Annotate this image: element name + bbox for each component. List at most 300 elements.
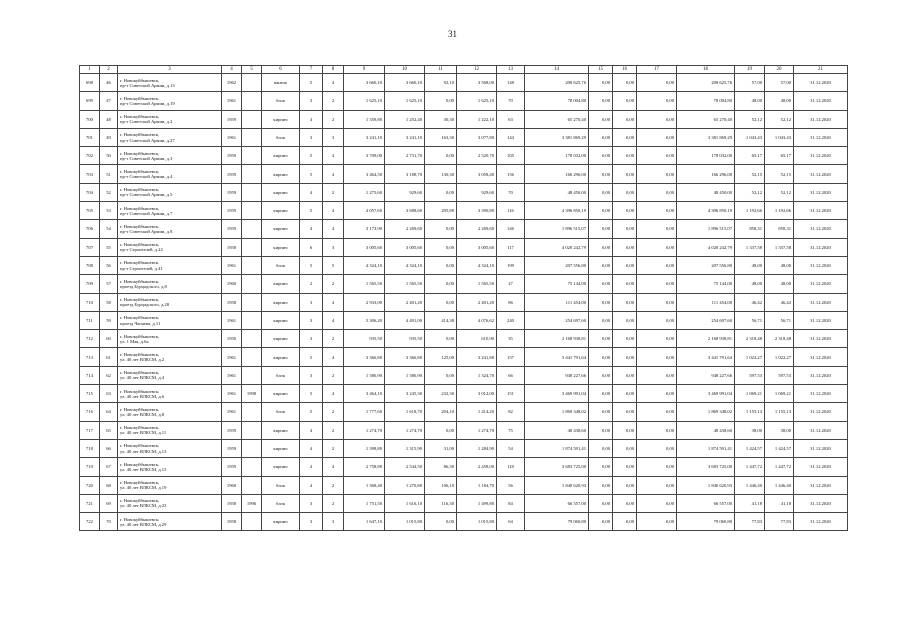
cell-c17: 0,00 <box>637 92 677 110</box>
cell-c14: 111 454,00 <box>525 293 589 311</box>
cell-c16: 0,00 <box>613 147 637 165</box>
cell-c11: 0,00 <box>425 220 457 238</box>
cell-c12: 3 005,60 <box>457 238 497 256</box>
cell-c12: 1 274,70 <box>457 421 497 439</box>
cell-c17: 0,00 <box>637 366 677 384</box>
cell-c21: 31.12.2020 <box>794 476 848 494</box>
cell-c21: 31.12.2020 <box>794 165 848 183</box>
cell-c10: 4 324,10 <box>385 256 425 274</box>
cell-c15: 0,00 <box>589 476 613 494</box>
cell-c5 <box>242 128 262 146</box>
cell-c13: 84 <box>497 494 525 512</box>
cell-c21: 31.12.2020 <box>794 330 848 348</box>
cell-c2: 51 <box>100 165 118 183</box>
column-number-header: 7 <box>300 66 323 74</box>
cell-c7: 5 <box>300 165 323 183</box>
cell-c21: 31.12.2020 <box>794 74 848 92</box>
table-row <box>80 366 848 384</box>
cell-c20: 858,31 <box>765 220 794 238</box>
cell-c19: 1 447,72 <box>735 458 765 476</box>
cell-c13: 105 <box>497 147 525 165</box>
cell-c21: 31.12.2020 <box>794 238 848 256</box>
cell-c11: 295,80 <box>425 202 457 220</box>
cell-c13: 70 <box>497 183 525 201</box>
cell-c15: 0,00 <box>589 311 613 329</box>
cell-c5 <box>242 293 262 311</box>
cell-c14: 3 469 991,04 <box>525 385 589 403</box>
cell-c18: 166 296,00 <box>677 165 735 183</box>
cell-c19: 1 022,27 <box>735 348 765 366</box>
cell-c4: 1958 <box>222 513 242 531</box>
cell-c10: 1 625,10 <box>385 92 425 110</box>
cell-c9: 3 660,10 <box>344 74 385 92</box>
cell-c10: 2 401,20 <box>385 293 425 311</box>
cell-c10: 1 015,80 <box>385 513 425 531</box>
cell-c18: 4 396 850,19 <box>677 202 735 220</box>
cell-c12: 1 565,50 <box>457 275 497 293</box>
cell-c11: 31,00 <box>425 439 457 457</box>
address-line: г. Новокуйбышевск, <box>120 443 160 449</box>
cell-c1: 717 <box>80 421 100 439</box>
cell-c18: 1 840 620,93 <box>677 476 735 494</box>
cell-c13: 54 <box>497 439 525 457</box>
table-row <box>80 110 848 128</box>
cell-c17: 0,00 <box>637 330 677 348</box>
cell-c12: 2 269,60 <box>457 220 497 238</box>
cell-c4: 1959 <box>222 202 242 220</box>
cell-c2: 56 <box>100 256 118 274</box>
address-cell <box>118 348 222 366</box>
cell-c14: 4 396 850,19 <box>525 202 589 220</box>
address-cell <box>118 513 222 531</box>
cell-c13: 70 <box>497 92 525 110</box>
cell-c5 <box>242 330 262 348</box>
cell-c15: 0,00 <box>589 183 613 201</box>
cell-c5 <box>242 147 262 165</box>
cell-c17: 0,00 <box>637 513 677 531</box>
cell-c18: 1 869 348,02 <box>677 403 735 421</box>
cell-c4: 1959 <box>222 220 242 238</box>
address-line: г. Новокуйбышевск, <box>120 406 160 412</box>
cell-c21: 31.12.2020 <box>794 128 848 146</box>
cell-c12: 1 625,10 <box>457 92 497 110</box>
cell-c8: 3 <box>323 238 344 256</box>
cell-c16: 0,00 <box>613 92 637 110</box>
cell-c15: 0,00 <box>589 220 613 238</box>
cell-c4: 1959 <box>222 147 242 165</box>
cell-c20: 38,00 <box>765 421 794 439</box>
column-number-header: 14 <box>525 66 589 74</box>
address-line: г. Новокуйбышевск, <box>120 278 160 284</box>
cell-c16: 0,00 <box>613 348 637 366</box>
cell-c19: 48,00 <box>735 275 765 293</box>
table-row <box>80 238 848 256</box>
table-row <box>80 385 848 403</box>
cell-c2: 67 <box>100 458 118 476</box>
cell-c7: 4 <box>300 421 323 439</box>
cell-c16: 0,00 <box>613 513 637 531</box>
cell-c15: 0,00 <box>589 256 613 274</box>
cell-c2: 64 <box>100 403 118 421</box>
cell-c4: 1958 <box>222 494 242 512</box>
cell-c20: 48,00 <box>765 92 794 110</box>
address-line: проезд Бурцадского, д.28 <box>120 302 170 308</box>
cell-c19: 1 069,21 <box>735 385 765 403</box>
address-cell <box>118 403 222 421</box>
cell-c6: кирпич <box>262 439 300 457</box>
address-cell <box>118 385 222 403</box>
cell-c13: 56 <box>497 476 525 494</box>
cell-c20: 65,17 <box>765 147 794 165</box>
cell-c6: кирпич <box>262 421 300 439</box>
cell-c16: 0,00 <box>613 256 637 274</box>
cell-c14: 1 869 348,02 <box>525 403 589 421</box>
address-line: ул. 40 лет ВЛКСМ, д.13 <box>120 448 167 454</box>
cell-c21: 31.12.2020 <box>794 366 848 384</box>
cell-c13: 199 <box>497 256 525 274</box>
cell-c8: 4 <box>323 458 344 476</box>
column-number-header: 16 <box>613 66 637 74</box>
column-number-header: 17 <box>637 66 677 74</box>
address-cell <box>118 476 222 494</box>
cell-c5 <box>242 421 262 439</box>
cell-c8: 2 <box>323 439 344 457</box>
cell-c2: 57 <box>100 275 118 293</box>
cell-c17: 0,00 <box>637 165 677 183</box>
cell-c4: 1959 <box>222 110 242 128</box>
cell-c15: 0,00 <box>589 128 613 146</box>
cell-c1: 698 <box>80 74 100 92</box>
cell-c14: 1 896 515,07 <box>525 220 589 238</box>
cell-c16: 0,00 <box>613 183 637 201</box>
cell-c7: 4 <box>300 183 323 201</box>
cell-c18: 2 168 938,81 <box>677 330 735 348</box>
table-row <box>80 311 848 329</box>
address-cell <box>118 256 222 274</box>
address-cell <box>118 330 222 348</box>
cell-c8: 2 <box>323 366 344 384</box>
cell-c14: 4 020 242,79 <box>525 238 589 256</box>
cell-c6: кирпич <box>262 385 300 403</box>
table-row <box>80 439 848 457</box>
cell-c19: 2 318,48 <box>735 330 765 348</box>
cell-c14: 3 381 869,29 <box>525 128 589 146</box>
cell-c14: 65 270,40 <box>525 110 589 128</box>
cell-c4: 1959 <box>222 421 242 439</box>
cell-c1: 708 <box>80 256 100 274</box>
cell-c7: 5 <box>300 385 323 403</box>
address-line: г. Новокуйбышевск, <box>120 95 160 101</box>
cell-c5 <box>242 439 262 457</box>
cell-c6: кирпич <box>262 238 300 256</box>
cell-c9: 5 306,20 <box>344 311 385 329</box>
cell-c5 <box>242 513 262 531</box>
cell-c15: 0,00 <box>589 385 613 403</box>
cell-c11: 414,38 <box>425 311 457 329</box>
cell-c8: 2 <box>323 494 344 512</box>
cell-c2: 52 <box>100 183 118 201</box>
cell-c9: 1 586,90 <box>344 366 385 384</box>
address-line: пр-т Советской Армии, д.27 <box>120 137 175 143</box>
cell-c15: 0,00 <box>589 366 613 384</box>
cell-c19: 597,53 <box>735 366 765 384</box>
cell-c5 <box>242 458 262 476</box>
cell-c10: 3 241,10 <box>385 128 425 146</box>
column-number-header: 13 <box>497 66 525 74</box>
cell-c20: 52,12 <box>765 110 794 128</box>
cell-c8: 2 <box>323 92 344 110</box>
cell-c20: 41,18 <box>765 494 794 512</box>
cell-c8: 4 <box>323 202 344 220</box>
cell-c5 <box>242 348 262 366</box>
cell-c11: 0,00 <box>425 92 457 110</box>
cell-c21: 31.12.2020 <box>794 202 848 220</box>
cell-c1: 700 <box>80 110 100 128</box>
column-number-header: 2 <box>100 66 118 74</box>
cell-c7: 3 <box>300 128 323 146</box>
cell-c14: 166 296,00 <box>525 165 589 183</box>
cell-c9: 4 057,60 <box>344 202 385 220</box>
cell-c21: 31.12.2020 <box>794 439 848 457</box>
cell-c20: 48,00 <box>765 275 794 293</box>
cell-c20: 1 192,66 <box>765 202 794 220</box>
cell-c11: 106,10 <box>425 476 457 494</box>
table-row <box>80 165 848 183</box>
cell-c18: 948 227,66 <box>677 366 735 384</box>
cell-c9: 3 464,50 <box>344 165 385 183</box>
cell-c4: 1959 <box>222 439 242 457</box>
cell-c9: 1 359,80 <box>344 110 385 128</box>
cell-c16: 0,00 <box>613 165 637 183</box>
cell-c19: 38,00 <box>735 421 765 439</box>
address-cell <box>118 110 222 128</box>
cell-c6: кирпич <box>262 330 300 348</box>
cell-c1: 711 <box>80 311 100 329</box>
cell-c6: панель <box>262 74 300 92</box>
cell-c13: 64 <box>497 513 525 531</box>
cell-c1: 705 <box>80 202 100 220</box>
cell-c7: 3 <box>300 293 323 311</box>
cell-c2: 65 <box>100 421 118 439</box>
cell-c8: 4 <box>323 74 344 92</box>
address-line: ул. 40 лет ВЛКСМ, д.11 <box>120 430 167 436</box>
cell-c16: 0,00 <box>613 330 637 348</box>
cell-c5 <box>242 476 262 494</box>
cell-c9: 3 241,10 <box>344 128 385 146</box>
cell-c11: 0,00 <box>425 421 457 439</box>
cell-c14: 254 697,60 <box>525 311 589 329</box>
cell-c15: 0,00 <box>589 494 613 512</box>
cell-c21: 31.12.2020 <box>794 220 848 238</box>
cell-c21: 31.12.2020 <box>794 513 848 531</box>
cell-c15: 0,00 <box>589 421 613 439</box>
cell-c20: 77,83 <box>765 513 794 531</box>
address-cell <box>118 421 222 439</box>
cell-c15: 0,00 <box>589 293 613 311</box>
cell-c12: 4 076,62 <box>457 311 497 329</box>
cell-c2: 66 <box>100 439 118 457</box>
cell-c2: 53 <box>100 202 118 220</box>
cell-c14: 178 032,00 <box>525 147 589 165</box>
address-cell <box>118 147 222 165</box>
cell-c16: 0,00 <box>613 494 637 512</box>
column-number-header: 11 <box>425 66 457 74</box>
cell-c18: 3 683 725,00 <box>677 458 735 476</box>
cell-c19: 858,31 <box>735 220 765 238</box>
cell-c13: 86 <box>497 293 525 311</box>
cell-c9: 2 758,80 <box>344 458 385 476</box>
cell-c20: 52,12 <box>765 183 794 201</box>
cell-c1: 707 <box>80 238 100 256</box>
address-line: ул. 40 лет ВЛКСМ, д.29 <box>120 521 167 527</box>
cell-c9: 1 274,70 <box>344 421 385 439</box>
cell-c10: 1 315,90 <box>385 439 425 457</box>
address-line: г. Новокуйбышевск, <box>120 260 160 266</box>
cell-c6: блок <box>262 494 300 512</box>
cell-c6: блок <box>262 92 300 110</box>
cell-c13: 75 <box>497 421 525 439</box>
cell-c20: 1 043,43 <box>765 128 794 146</box>
cell-c4: 1959 <box>222 458 242 476</box>
address-cell <box>118 275 222 293</box>
address-cell <box>118 92 222 110</box>
cell-c14: 1 840 620,93 <box>525 476 589 494</box>
cell-c2: 55 <box>100 238 118 256</box>
cell-c1: 712 <box>80 330 100 348</box>
cell-c21: 31.12.2020 <box>794 458 848 476</box>
cell-c18: 48 438,60 <box>677 421 735 439</box>
cell-c18: 1 896 515,07 <box>677 220 735 238</box>
cell-c21: 31.12.2020 <box>794 494 848 512</box>
cell-c17: 0,00 <box>637 439 677 457</box>
cell-c17: 0,00 <box>637 403 677 421</box>
cell-c11: 0,00 <box>425 183 457 201</box>
cell-c21: 31.12.2020 <box>794 348 848 366</box>
cell-c6: кирпич <box>262 147 300 165</box>
cell-c7: 5 <box>300 74 323 92</box>
address-line: г. Новокуйбышевск, <box>120 461 160 467</box>
cell-c1: 719 <box>80 458 100 476</box>
cell-c17: 0,00 <box>637 348 677 366</box>
cell-c13: 35 <box>497 330 525 348</box>
address-line: ул. 40 лет ВЛКСМ, д.23 <box>120 503 167 509</box>
cell-c10: 935,50 <box>385 330 425 348</box>
cell-c7: 3 <box>300 366 323 384</box>
table-row <box>80 92 848 110</box>
cell-c1: 715 <box>80 385 100 403</box>
cell-c7: 5 <box>300 403 323 421</box>
cell-c18: 254 697,60 <box>677 311 735 329</box>
address-line: ул. 40 лет ВЛКСМ, д.6 <box>120 393 165 399</box>
cell-c21: 31.12.2020 <box>794 256 848 274</box>
cell-c4: 1960 <box>222 275 242 293</box>
table-row <box>80 128 848 146</box>
cell-c7: 3 <box>300 311 323 329</box>
address-line: г. Новокуйбышевск, <box>120 388 160 394</box>
cell-c11: 0,00 <box>425 366 457 384</box>
cell-c16: 0,00 <box>613 74 637 92</box>
column-number-header: 5 <box>242 66 262 74</box>
cell-c9: 1 275,60 <box>344 183 385 201</box>
cell-c8: 4 <box>323 348 344 366</box>
table-row <box>80 513 848 531</box>
cell-c16: 0,00 <box>613 385 637 403</box>
address-cell <box>118 458 222 476</box>
cell-c6: кирпич <box>262 348 300 366</box>
column-number-header: 4 <box>222 66 242 74</box>
table-row <box>80 476 848 494</box>
cell-c1: 716 <box>80 403 100 421</box>
cell-c19: 52,12 <box>735 183 765 201</box>
cell-c8: 4 <box>323 385 344 403</box>
cell-c18: 78 004,80 <box>677 92 735 110</box>
address-line: пр-т Строителей, д.41 <box>120 265 163 271</box>
cell-c7: 5 <box>300 348 323 366</box>
address-line: пр-т Советской Армии, д.5 <box>120 192 173 198</box>
cell-c6: кирпич <box>262 220 300 238</box>
cell-c19: 52,15 <box>735 165 765 183</box>
cell-c4: 1961 <box>222 348 242 366</box>
cell-c6: кирпич <box>262 513 300 531</box>
cell-c16: 0,00 <box>613 202 637 220</box>
cell-c21: 31.12.2020 <box>794 421 848 439</box>
cell-c4: 1962 <box>222 74 242 92</box>
cell-c8: 3 <box>323 513 344 531</box>
cell-c14: 48 438,60 <box>525 421 589 439</box>
table-row <box>80 275 848 293</box>
cell-c6: блок <box>262 476 300 494</box>
cell-c11: 0,00 <box>425 275 457 293</box>
cell-c11: 125,00 <box>425 348 457 366</box>
cell-c1: 702 <box>80 147 100 165</box>
cell-c2: 58 <box>100 293 118 311</box>
cell-c1: 709 <box>80 275 100 293</box>
cell-c19: 1 337,58 <box>735 238 765 256</box>
cell-c14: 78 004,80 <box>525 92 589 110</box>
cell-c12: 1 222,10 <box>457 110 497 128</box>
address-cell <box>118 238 222 256</box>
cell-c10: 3 660,10 <box>385 74 425 92</box>
cell-c9: 1 777,60 <box>344 403 385 421</box>
cell-c10: 1 618,70 <box>385 403 425 421</box>
cell-c16: 0,00 <box>613 458 637 476</box>
address-line: пр-т Советской Армии, д.7 <box>120 210 173 216</box>
cell-c18: 4 020 242,79 <box>677 238 735 256</box>
table-row <box>80 183 848 201</box>
cell-c16: 0,00 <box>613 421 637 439</box>
cell-c15: 0,00 <box>589 92 613 110</box>
cell-c19: 77,83 <box>735 513 765 531</box>
cell-c11: 0,00 <box>425 238 457 256</box>
cell-c12: 1 499,80 <box>457 494 497 512</box>
cell-c1: 704 <box>80 183 100 201</box>
address-line: г. Новокуйбышевск, <box>120 242 160 248</box>
cell-c1: 722 <box>80 513 100 531</box>
cell-c13: 82 <box>497 403 525 421</box>
cell-c15: 0,00 <box>589 238 613 256</box>
cell-c6: кирпич <box>262 165 300 183</box>
cell-c9: 3 173,90 <box>344 220 385 238</box>
address-line: г. Новокуйбышевск, <box>120 77 160 83</box>
cell-c16: 0,00 <box>613 366 637 384</box>
column-number-header: 1 <box>80 66 100 74</box>
cell-c8: 2 <box>323 476 344 494</box>
cell-c10: 2 269,60 <box>385 220 425 238</box>
cell-c9: 1 368,40 <box>344 476 385 494</box>
cell-c18: 111 454,00 <box>677 293 735 311</box>
table-row <box>80 421 848 439</box>
cell-c9: 4 324,10 <box>344 256 385 274</box>
